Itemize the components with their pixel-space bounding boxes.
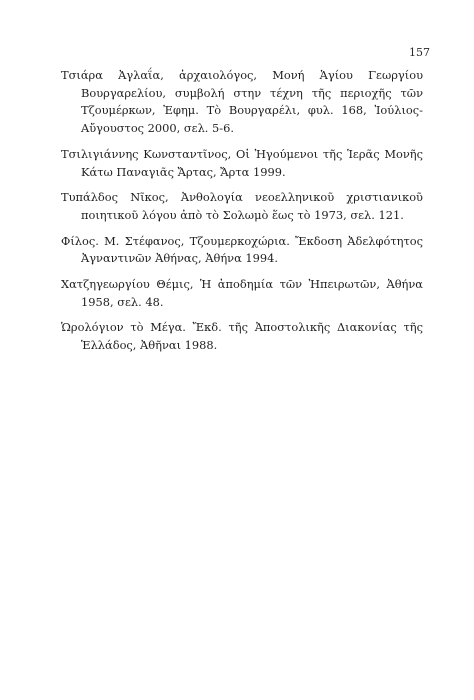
bibliography-entry: Τσιλιγιάννης Κωνσταντῖνος, Οἱ Ἡγούμενοι τῆς Ἱερᾶς Μονῆς Κάτω Παναγιᾶς Ἄρτας, Ἄρτα 1999. bbox=[61, 146, 423, 179]
bibliography-entry: Τυπάλδος Νῖκος, Ἀνθολογία νεοελληνικοῦ χριστιανικοῦ ποιητικοῦ λόγου ἀπὸ τὸ Σολωμὸ ἕως τὸ 1973, σελ. 121. bbox=[61, 190, 423, 222]
bibliography-entry: Φίλος. Μ. Στέφανος, Τζουμερκοχώρια. Ἔκδοση Ἀδελφότητος Ἀγναντινῶν Ἀθήνας, Ἀθήνα 1994. bbox=[61, 233, 423, 266]
bibliography-entry: Τσιάρα Ἀγλαΐα, ἀρχαιολόγος, Μονή Ἁγίου Γεωργίου Βουργαρελίου, συμβολή στην τέχνη τῆς περιοχῆς τῶν Τζουμέρκων, Ἐφημ. Τὸ Βουργαρέλι, φυλ. 168, Ἰούλιος-Αὔγουστος 2000, σελ. 5-6. bbox=[61, 68, 423, 136]
page-number: 157 bbox=[409, 46, 430, 59]
bibliography-list bbox=[61, 67, 423, 363]
bibliography-entry: Ὡρολόγιον τὸ Μέγα. Ἔκδ. τῆς Ἀποστολικῆς Διακονίας τῆς Ἑλλάδος, Ἀθῆναι 1988. bbox=[61, 320, 423, 353]
bibliography-entry: Χατζηγεωργίου Θέμις, Ἡ ἀποδημία τῶν Ἠπειρωτῶν, Ἀθήνα 1958, σελ. 48. bbox=[61, 277, 423, 309]
